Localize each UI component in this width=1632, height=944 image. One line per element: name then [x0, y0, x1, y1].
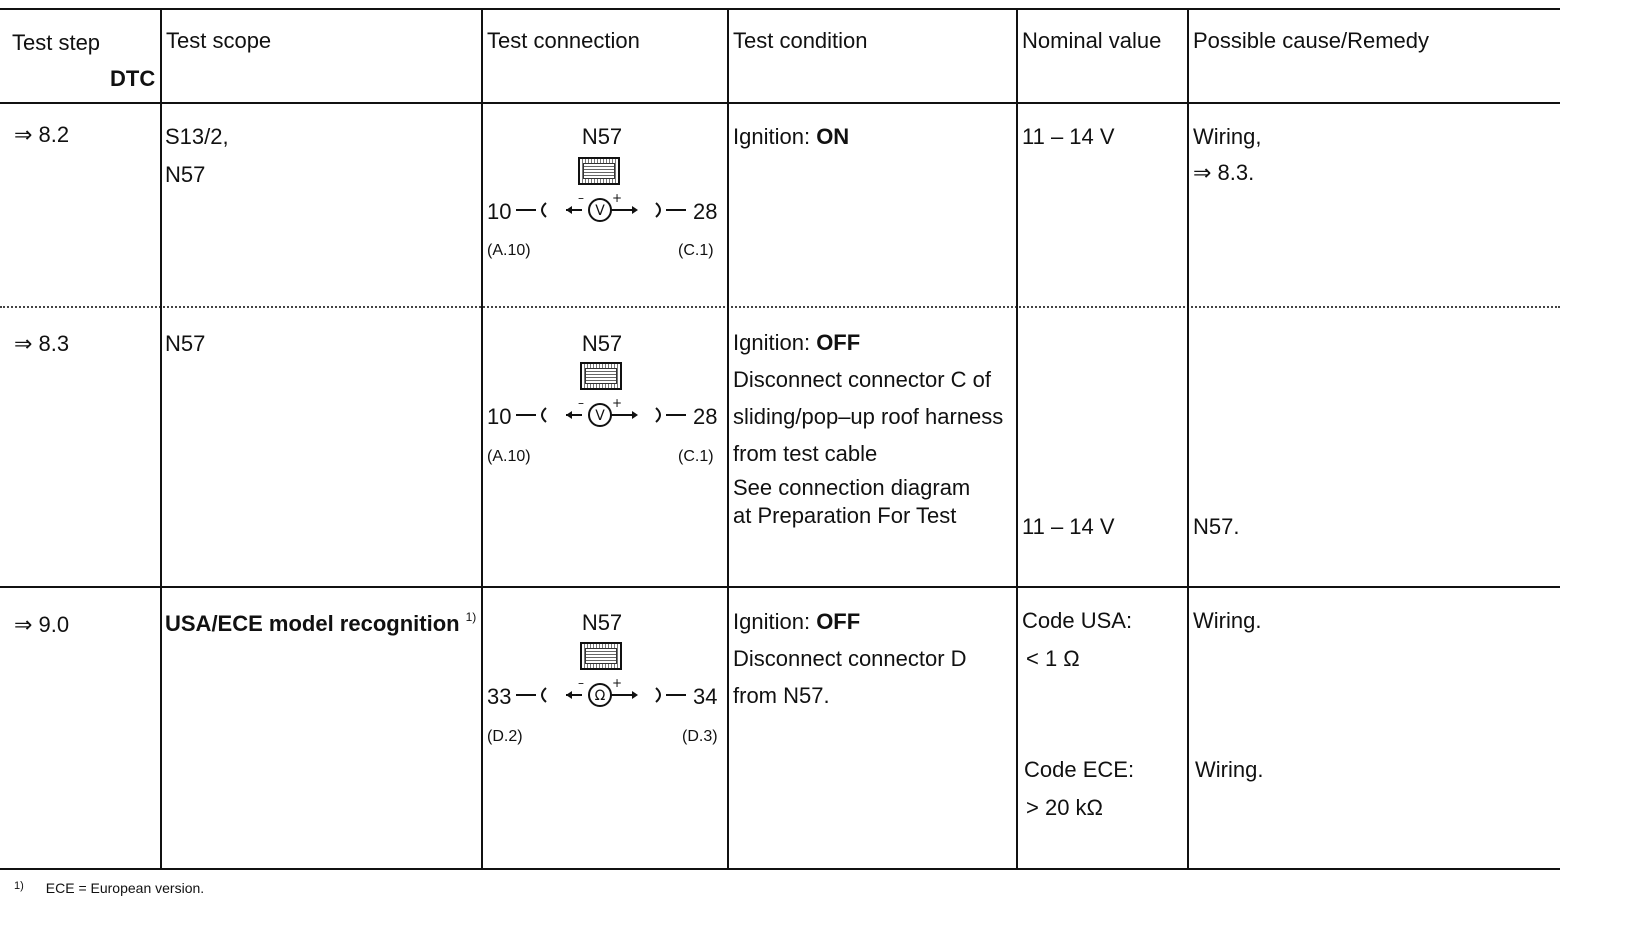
header-test-condition: Test condition [733, 28, 868, 53]
header-nominal-value: Nominal value [1022, 28, 1162, 53]
condition-line: Disconnect connector D [733, 646, 967, 671]
header-test-scope: Test scope [166, 28, 272, 53]
module-label: N57 [581, 124, 623, 149]
control-module-icon [580, 362, 622, 390]
multimeter-ohm-icon [514, 677, 694, 713]
control-module-icon [580, 642, 622, 670]
condition-state: OFF [816, 330, 861, 355]
multimeter-voltage-icon [514, 397, 694, 433]
row-scope-line: N57 [165, 162, 206, 187]
footnote-ref: 1) [465, 610, 477, 624]
condition-label: Ignition: [733, 609, 811, 634]
right-pin-ref: (C.1) [678, 448, 714, 465]
footnote-mark: 1) [14, 880, 24, 892]
svg-text:–: – [578, 397, 584, 410]
nominal-value: 11 – 14 V [1022, 514, 1115, 539]
header-dtc: DTC [110, 66, 156, 91]
left-pin: 10 [487, 199, 512, 224]
condition-line [733, 611, 860, 633]
cause-line: N57. [1193, 514, 1240, 539]
cause-line: Wiring. [1193, 608, 1262, 633]
meter-symbol: V [595, 408, 605, 424]
condition-line [733, 126, 849, 148]
nominal-usa-label: Code USA: [1022, 608, 1133, 633]
nominal-ece-label: Code ECE: [1024, 757, 1135, 782]
table-top-rule [0, 8, 1560, 10]
header-possible-cause: Possible cause/Remedy [1193, 28, 1430, 53]
row-scope-line: N57 [165, 331, 206, 356]
row-scope-line [165, 610, 477, 636]
right-pin-ref: (C.1) [678, 242, 714, 259]
condition-line: See connection diagram [733, 475, 971, 500]
left-pin-ref: (A.10) [487, 448, 531, 465]
row-step: ⇒ 9.0 [14, 612, 70, 637]
col-divider-3 [727, 8, 729, 870]
nominal-ece-value: > 20 kΩ [1026, 795, 1103, 820]
condition-state: ON [816, 124, 850, 149]
nominal-value: 11 – 14 V [1022, 124, 1115, 149]
row-step: ⇒ 8.3 [14, 331, 70, 356]
row-step: ⇒ 8.2 [14, 122, 70, 147]
left-pin-ref: (A.10) [487, 242, 531, 259]
condition-line: sliding/pop–up roof harness [733, 404, 1004, 429]
col-divider-2 [481, 8, 483, 870]
col-divider-1 [160, 8, 162, 870]
condition-label: Ignition: [733, 330, 811, 355]
meter-symbol: Ω [594, 688, 606, 704]
header-test-step: Test step [12, 30, 101, 55]
multimeter-voltage-icon [514, 192, 694, 228]
right-pin: 34 [693, 684, 718, 709]
condition-line: from test cable [733, 441, 878, 466]
svg-text:+: + [612, 397, 623, 410]
cause-line: ⇒ 8.3. [1193, 160, 1255, 185]
left-pin: 10 [487, 404, 512, 429]
footnote [14, 880, 204, 896]
cause-line: Wiring. [1195, 757, 1264, 782]
cause-line: Wiring, [1193, 124, 1262, 149]
right-pin: 28 [693, 199, 718, 224]
row-separator [0, 586, 1560, 588]
module-label: N57 [581, 610, 623, 635]
row-separator-dotted [0, 306, 1560, 308]
condition-label: Ignition: [733, 124, 811, 149]
condition-line: at Preparation For Test [733, 503, 957, 528]
table-bottom-rule [0, 868, 1560, 870]
header-test-connection: Test connection [487, 28, 640, 53]
col-divider-5 [1187, 8, 1189, 870]
condition-state: OFF [816, 609, 861, 634]
module-label: N57 [581, 331, 623, 356]
control-module-icon [578, 157, 620, 185]
row-scope-line: S13/2, [165, 124, 229, 149]
right-pin-ref: (D.3) [682, 728, 718, 745]
footnote-text: ECE = European version. [45, 880, 205, 896]
right-pin: 28 [693, 404, 718, 429]
svg-text:–: – [578, 192, 584, 205]
svg-text:+: + [612, 192, 623, 205]
svg-text:+: + [612, 677, 623, 690]
scope-title: USA/ECE model recognition [165, 611, 460, 636]
condition-line: from N57. [733, 683, 830, 708]
col-divider-4 [1016, 8, 1018, 870]
svg-text:–: – [578, 677, 584, 690]
left-pin: 33 [487, 684, 512, 709]
header-bottom-rule [0, 102, 1560, 104]
condition-line [733, 332, 860, 354]
meter-symbol: V [595, 203, 605, 219]
left-pin-ref: (D.2) [487, 728, 523, 745]
nominal-usa-value: < 1 Ω [1026, 646, 1080, 671]
condition-line: Disconnect connector C of [733, 367, 992, 392]
